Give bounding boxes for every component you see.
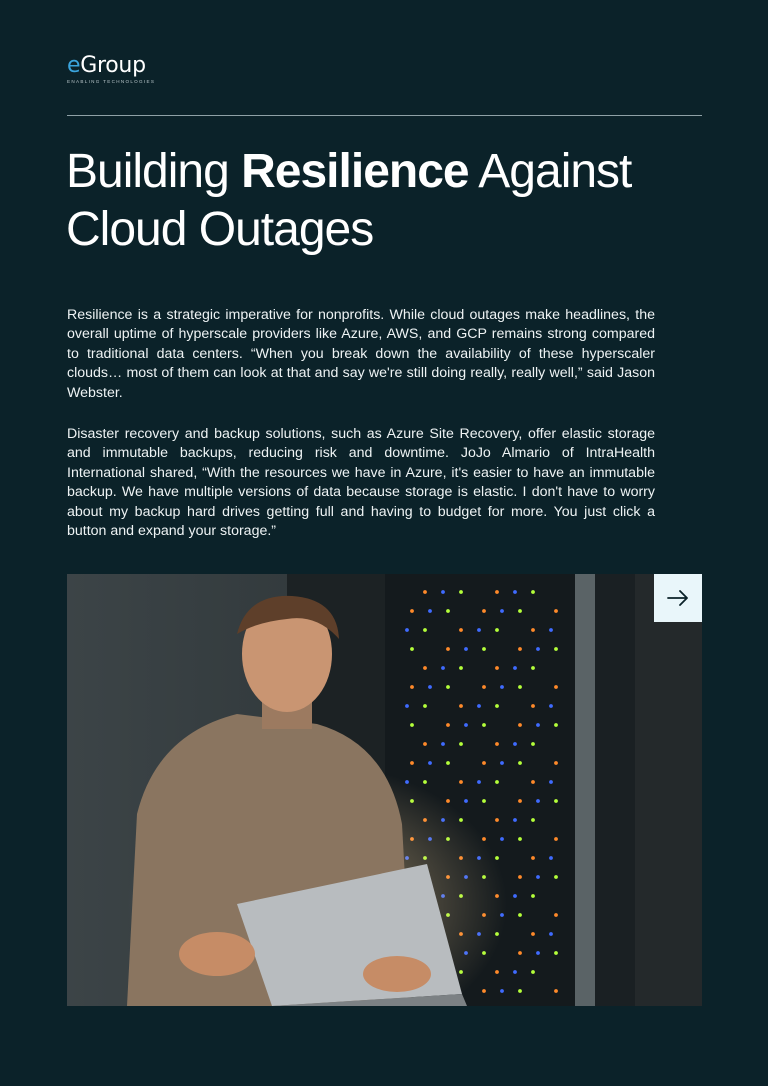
- server-led: [554, 647, 558, 651]
- server-led: [495, 628, 499, 632]
- server-led: [423, 704, 427, 708]
- logo-e: e: [67, 53, 81, 78]
- server-led: [482, 761, 486, 765]
- server-led: [446, 723, 450, 727]
- server-led: [536, 799, 540, 803]
- next-button[interactable]: [654, 574, 702, 622]
- server-led: [459, 704, 463, 708]
- server-led: [554, 875, 558, 879]
- server-led: [531, 590, 535, 594]
- page-title: [66, 143, 716, 259]
- server-led: [500, 761, 504, 765]
- server-led: [531, 628, 535, 632]
- server-led: [531, 856, 535, 860]
- server-led: [549, 856, 553, 860]
- server-led: [531, 780, 535, 784]
- server-led: [495, 742, 499, 746]
- server-led: [518, 761, 522, 765]
- server-led: [495, 704, 499, 708]
- server-led: [477, 780, 481, 784]
- server-led: [518, 989, 522, 993]
- server-led: [536, 723, 540, 727]
- logo-tagline: ENABLING TECHNOLOGIES: [67, 79, 156, 84]
- server-led: [531, 894, 535, 898]
- server-led: [513, 666, 517, 670]
- server-led: [405, 628, 409, 632]
- server-led: [459, 628, 463, 632]
- server-led: [495, 666, 499, 670]
- server-led: [513, 818, 517, 822]
- server-led: [446, 647, 450, 651]
- server-led: [554, 951, 558, 955]
- server-led: [536, 951, 540, 955]
- server-led: [464, 647, 468, 651]
- server-led: [518, 951, 522, 955]
- server-led: [531, 704, 535, 708]
- server-led: [518, 837, 522, 841]
- server-led: [464, 799, 468, 803]
- server-led: [410, 761, 414, 765]
- server-led: [554, 799, 558, 803]
- server-led: [423, 590, 427, 594]
- server-led: [423, 628, 427, 632]
- server-led: [500, 685, 504, 689]
- server-led: [513, 894, 517, 898]
- server-led: [482, 647, 486, 651]
- server-led: [482, 989, 486, 993]
- server-led: [428, 761, 432, 765]
- server-led: [441, 590, 445, 594]
- server-room-photo: [67, 574, 702, 1006]
- server-led: [518, 913, 522, 917]
- server-led: [531, 932, 535, 936]
- server-led: [459, 780, 463, 784]
- server-led: [518, 723, 522, 727]
- header-divider: [67, 115, 702, 116]
- server-led: [518, 875, 522, 879]
- server-led: [482, 723, 486, 727]
- paragraph-resilience: Resilience is a strategic imperative for nonprofits. While cloud outages make headlines, the overall uptime of hyperscale providers like Azure, AWS, and GCP remains strong compared to traditional data centers. “When you break down the availability of these hyperscaler clouds… most of them can look at that and say we're still doing really, really well,” said Jason Webster.: [67, 307, 655, 401]
- server-led: [531, 666, 535, 670]
- server-led: [513, 742, 517, 746]
- server-led: [536, 647, 540, 651]
- server-led: [554, 989, 558, 993]
- server-led: [410, 723, 414, 727]
- server-led: [549, 704, 553, 708]
- server-led: [554, 609, 558, 613]
- server-led: [423, 742, 427, 746]
- server-led: [428, 685, 432, 689]
- server-led: [482, 609, 486, 613]
- server-led: [495, 970, 499, 974]
- server-led: [500, 609, 504, 613]
- server-led: [482, 799, 486, 803]
- server-led: [518, 609, 522, 613]
- server-led: [513, 590, 517, 594]
- server-led: [477, 704, 481, 708]
- server-led: [441, 666, 445, 670]
- server-led: [554, 837, 558, 841]
- server-led: [410, 647, 414, 651]
- server-led: [518, 685, 522, 689]
- server-led: [423, 666, 427, 670]
- arrow-right-icon: [667, 590, 689, 606]
- server-led: [536, 875, 540, 879]
- server-led: [554, 761, 558, 765]
- server-led: [500, 989, 504, 993]
- server-led: [446, 685, 450, 689]
- server-led: [446, 761, 450, 765]
- server-led: [549, 780, 553, 784]
- server-led: [405, 704, 409, 708]
- server-led: [531, 970, 535, 974]
- server-led: [518, 799, 522, 803]
- server-led: [531, 742, 535, 746]
- server-led: [441, 742, 445, 746]
- server-led: [477, 628, 481, 632]
- logo-wordmark: [67, 54, 155, 78]
- server-led: [459, 742, 463, 746]
- server-led: [549, 932, 553, 936]
- egroup-logo: [67, 54, 155, 84]
- server-led: [459, 666, 463, 670]
- server-led: [495, 780, 499, 784]
- server-led: [518, 647, 522, 651]
- title-emphasis: Resilience: [241, 145, 469, 198]
- server-led: [531, 818, 535, 822]
- server-led: [423, 780, 427, 784]
- server-led: [513, 970, 517, 974]
- server-led: [410, 609, 414, 613]
- title-part-2: Against Cloud Outages: [66, 145, 632, 256]
- server-led: [495, 818, 499, 822]
- server-led: [554, 685, 558, 689]
- server-led: [428, 609, 432, 613]
- logo-group: Group: [80, 53, 146, 78]
- server-led: [549, 628, 553, 632]
- server-led: [554, 913, 558, 917]
- server-led: [410, 685, 414, 689]
- server-led: [459, 590, 463, 594]
- server-led: [495, 590, 499, 594]
- paragraph-disaster-recovery: Disaster recovery and backup solutions, such as Azure Site Recovery, offer elastic storage and immutable backups, reducing risk and downtime. JoJo Almario of IntraHealth International shared, “With the resources we have in Azure, it's easier to have an immutable backup. We have multiple versions of data because storage is elastic. I don't have to worry about my backup hard drives getting full and having to budget for more. You just click a button and expand your storage.”: [67, 426, 655, 540]
- server-led: [464, 723, 468, 727]
- title-part-1: Building: [66, 145, 242, 198]
- server-led: [482, 685, 486, 689]
- server-led: [500, 837, 504, 841]
- server-led: [446, 609, 450, 613]
- server-led: [554, 723, 558, 727]
